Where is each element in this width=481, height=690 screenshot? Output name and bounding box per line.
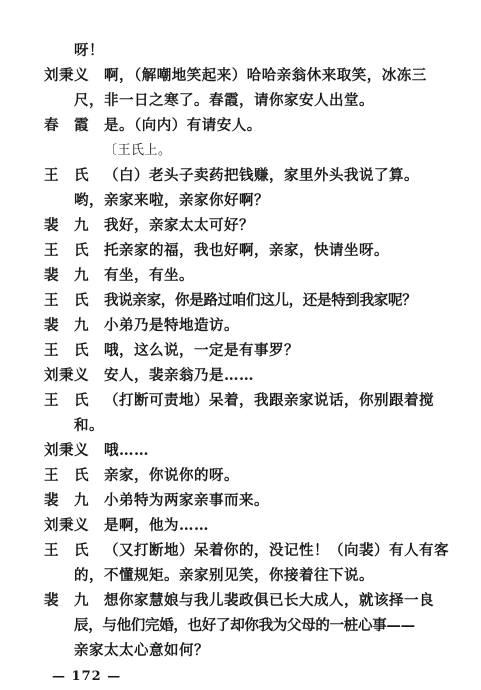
speaker-name: 刘秉义 <box>44 367 89 384</box>
dialogue-text: 想你家慧娘与我儿裴政俱已长大成人，就该择一良 <box>104 592 434 609</box>
speaker-name: 裴 九 <box>44 317 89 334</box>
dialogue-text: 安人，裴亲翁乃是…… <box>104 367 254 384</box>
dialogue-text: 哦，这么说，一定是有事罗？ <box>104 342 299 359</box>
speaker-name: 王 氏 <box>44 242 89 259</box>
speaker-name: 裴 九 <box>44 492 89 509</box>
speaker-name: 裴 九 <box>44 217 89 234</box>
speaker-name: 王 氏 <box>44 392 89 409</box>
dialogue-text: 亲家，你说你的呀。 <box>104 467 239 484</box>
dialogue-text: 我说亲家，你是路过咱们这儿，还是特到我家呢？ <box>104 292 417 309</box>
dialogue-text: 托亲家的福，我也好啊，亲家，快请坐呀。 <box>104 242 389 259</box>
dialogue-text: 辰，与他们完婚，也好了却你我为父母的一桩心事—— <box>74 617 415 634</box>
speaker-name: 裴 九 <box>44 267 89 284</box>
dialogue-text: （白）老头子卖药把钱赚，家里外头我说了算。 <box>104 167 419 184</box>
speaker-name: 王 氏 <box>44 292 89 309</box>
speaker-name: 王 氏 <box>44 467 89 484</box>
speaker-name: 王 氏 <box>44 342 89 359</box>
dialogue-text: 亲家太太心意如何？ <box>74 642 209 659</box>
dialogue-text: 和。 <box>74 417 104 434</box>
page-number: — 172 — <box>52 669 122 684</box>
speaker-name: 王 氏 <box>44 167 89 184</box>
dialogue-text: 小弟乃是特地造访。 <box>104 317 239 334</box>
speaker-name: 刘秉义 <box>44 517 89 534</box>
speaker-name: 刘秉义 <box>44 67 89 84</box>
stage-direction: 〔王氏上。 <box>104 143 172 158</box>
dialogue-text: 是。（向内）有请安人。 <box>104 117 262 134</box>
dialogue-text: 我好，亲家太太可好？ <box>104 217 254 234</box>
dialogue-text: （打断可责地）呆着，我跟亲家说话，你别跟着搅 <box>104 392 434 409</box>
dialogue-text: 的，不懂规矩。亲家别见笑，你接着往下说。 <box>74 567 374 584</box>
dialogue-text: 有坐，有坐。 <box>104 267 194 284</box>
dialogue-text: 呀！ <box>74 42 104 59</box>
dialogue-text: （又打断地）呆着你的，没记性！（向裴）有人有客 <box>104 542 449 559</box>
speaker-name: 刘秉义 <box>44 442 89 459</box>
dialogue-text: 小弟特为两家亲事而来。 <box>104 492 269 509</box>
speaker-name: 王 氏 <box>44 542 89 559</box>
speaker-name: 裴 九 <box>44 592 89 609</box>
speaker-name: 春 霞 <box>44 117 89 134</box>
dialogue-text: 是啊，他为…… <box>104 517 209 534</box>
dialogue-text: 尺，非一日之寒了。春霞，请你家安人出堂。 <box>74 92 374 109</box>
dialogue-text: 哦…… <box>104 442 149 459</box>
dialogue-text: 哟，亲家来啦，亲家你好啊？ <box>74 192 269 209</box>
dialogue-text: 啊，（解嘲地笑起来）哈哈亲翁休来取笑，冰冻三 <box>104 67 427 84</box>
